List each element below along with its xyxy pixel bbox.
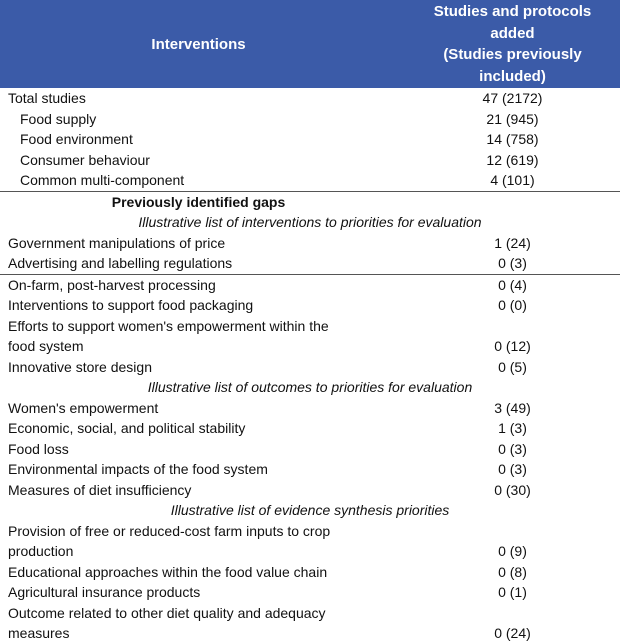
row-value: 0 (12) — [494, 338, 531, 354]
row-label: Total studies — [8, 90, 86, 106]
table-row — [0, 480, 620, 501]
row-label: Outcome related to other diet quality and adequacy — [8, 604, 326, 621]
row-value: 12 (619) — [486, 151, 539, 168]
table-header — [0, 0, 620, 88]
table-row — [0, 253, 620, 274]
table-row — [0, 357, 620, 378]
table-row — [0, 603, 620, 624]
row-label: Food supply — [20, 110, 97, 127]
row-value: 0 (4) — [498, 276, 527, 293]
row-label: Advertising and labelling regulations — [8, 255, 233, 271]
row-label: Previously identified gaps — [111, 193, 286, 210]
table-row — [0, 316, 620, 337]
table-row — [0, 582, 620, 603]
table-row — [0, 295, 620, 316]
table-row — [0, 623, 620, 644]
studies-header-line: added — [490, 24, 535, 42]
table-row — [0, 521, 620, 542]
row-value: 3 (49) — [494, 399, 531, 416]
row-label: Interventions to support food packaging — [8, 297, 254, 313]
table-row — [0, 150, 620, 171]
studies-column-header — [405, 1, 620, 87]
row-label: On-farm, post-harvest processing — [8, 276, 216, 293]
studies-header-line: included) — [479, 67, 546, 85]
table-row — [0, 459, 620, 480]
row-value: 0 (5) — [498, 358, 527, 375]
row-value: 0 (9) — [498, 543, 527, 559]
row-label: Illustrative list of outcomes to priorities for evaluation — [147, 379, 473, 395]
row-label: Illustrative list of evidence synthesis priorities — [170, 502, 450, 518]
row-label: Government manipulations of price — [8, 234, 226, 251]
table-row — [0, 439, 620, 460]
section-subheading — [0, 212, 620, 233]
section-heading — [0, 191, 620, 213]
row-value: 0 (8) — [498, 563, 527, 580]
row-value: 0 (30) — [494, 481, 531, 498]
table-row — [0, 274, 620, 296]
row-label: food system — [8, 338, 84, 354]
row-label: Efforts to support women's empowerment within the — [8, 317, 329, 334]
interventions-column-header: Interventions — [151, 35, 246, 53]
section-subheading — [0, 377, 620, 398]
table-row — [0, 541, 620, 562]
row-label: production — [8, 543, 74, 559]
row-label: Provision of free or reduced-cost farm inputs to crop — [8, 522, 331, 539]
table-row — [0, 129, 620, 150]
studies-header-line: (Studies previously — [443, 46, 582, 63]
row-label: Women's empowerment — [8, 399, 159, 416]
row-value: 0 (3) — [498, 255, 527, 271]
row-label: Measures of diet insufficiency — [8, 481, 192, 498]
table-row — [0, 336, 620, 357]
row-value: 0 (0) — [498, 297, 527, 313]
row-value: 1 (3) — [498, 420, 527, 436]
table-row — [0, 88, 620, 109]
table-row — [0, 418, 620, 439]
row-label: Common multi-component — [20, 172, 185, 188]
row-value: 0 (3) — [498, 440, 527, 457]
row-value: 1 (24) — [494, 234, 531, 251]
row-label: Economic, social, and political stability — [8, 420, 246, 436]
row-label: Environmental impacts of the food system — [8, 461, 268, 477]
row-value: 14 (758) — [486, 131, 539, 147]
row-label: Illustrative list of interventions to priorities for evaluation — [138, 214, 482, 230]
row-label: Educational approaches within the food value chain — [8, 563, 328, 580]
table-body — [0, 88, 620, 644]
row-label: Innovative store design — [8, 358, 152, 375]
row-label: Agricultural insurance products — [8, 584, 201, 600]
table-row — [0, 170, 620, 191]
row-value: 47 (2172) — [482, 90, 543, 106]
table-row — [0, 109, 620, 130]
row-label: Consumer behaviour — [20, 151, 150, 168]
row-value: 21 (945) — [486, 110, 539, 127]
row-label: measures — [8, 625, 70, 641]
row-label: Food loss — [8, 440, 69, 457]
table-row — [0, 562, 620, 583]
table-row — [0, 233, 620, 254]
row-value: 0 (1) — [498, 584, 527, 600]
table-row — [0, 398, 620, 419]
studies-header-line: Studies and protocols — [433, 3, 592, 20]
section-subheading — [0, 500, 620, 521]
row-value: 0 (24) — [494, 625, 531, 641]
row-value: 4 (101) — [490, 172, 535, 188]
row-value: 0 (3) — [498, 461, 527, 477]
row-label: Food environment — [20, 131, 133, 147]
